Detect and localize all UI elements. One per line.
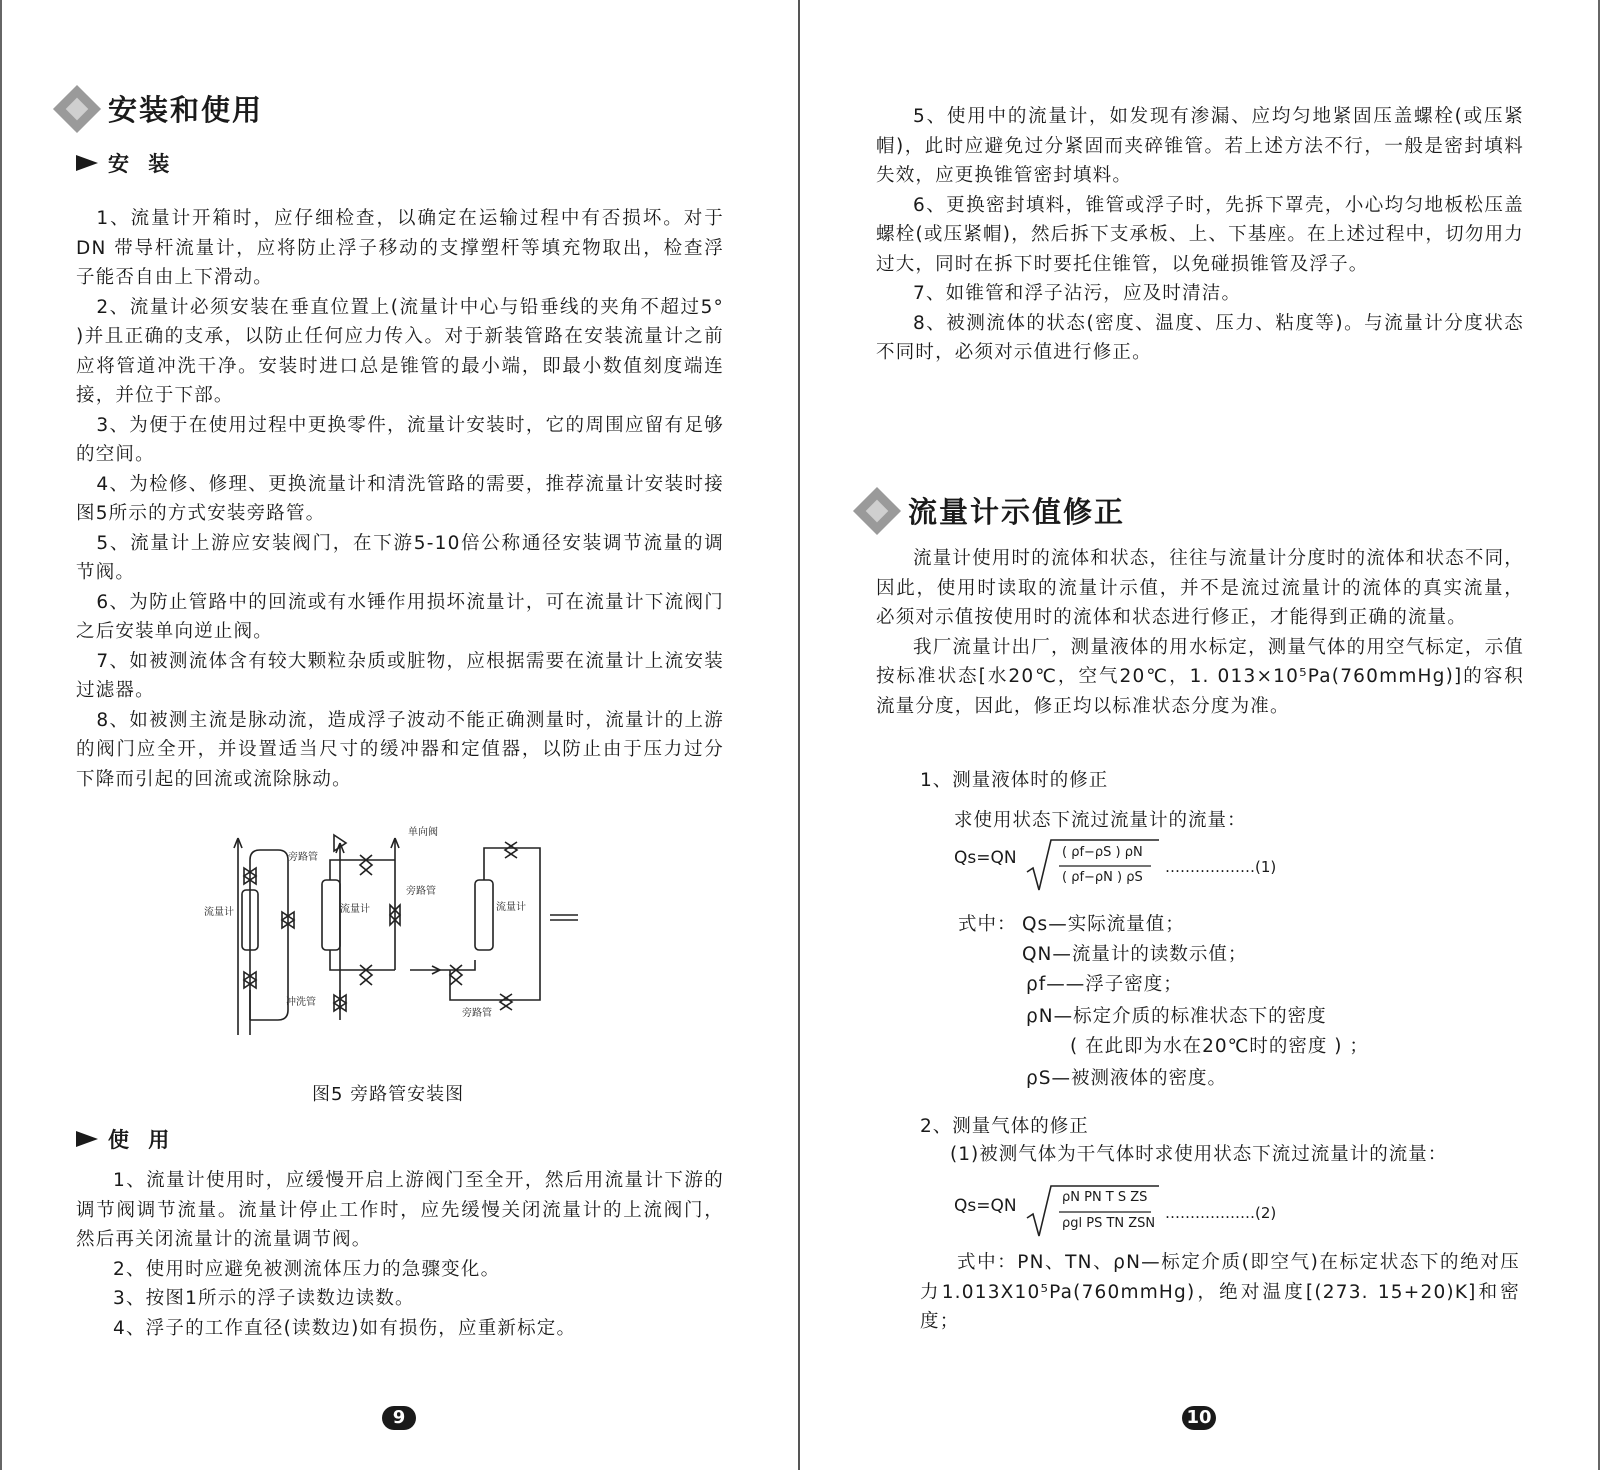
maintenance-paragraphs (876, 102, 1524, 368)
page-number-9: 9 (382, 1406, 416, 1430)
formula-2-number: ………………(2) (1165, 1204, 1277, 1222)
gas-note-text: 式中：PN、TN、ρN—标定介质(即空气)在标定状态下的绝对压力1.013X10⁵Pa(760mmHg)，绝对温度[(273. 15+20)K]和密度； (920, 1252, 1520, 1332)
install-para-5: 5、流量计上游应安装阀门，在下游5-10倍公称通径安装调节流量的调节阀。 (76, 532, 724, 583)
gas-heading: 2、测量气体的修正 (920, 1116, 1089, 1137)
figure-caption: 图5 旁路管安装图 (312, 1084, 465, 1105)
gas-note (920, 1248, 1520, 1337)
label-flowmeter-2: 流量计 (340, 904, 370, 915)
arrow-icon (76, 155, 98, 171)
section-title-correction (860, 490, 1125, 531)
flowmeter-tube-3 (475, 880, 493, 950)
maint-para-7: 7、如锥管和浮子沾污，应及时清洁。 (913, 283, 1242, 304)
def-qs: Qs—实际流量值； (1022, 914, 1185, 935)
use-paragraphs (76, 1166, 724, 1343)
def-rho-f: ρf——浮子密度； (1026, 974, 1183, 995)
arrow-icon (76, 1131, 98, 1147)
ltd-diamond-icon (53, 84, 101, 132)
formula-2-numerator: ρN PN T S ZS (1062, 1190, 1148, 1205)
formula-1-number: ………………(1) (1165, 858, 1277, 876)
formula-1-lhs: Qs=QN (954, 848, 1017, 868)
use-para-1: 1、流量计使用时，应缓慢开启上游阀门至全开，然后用流量计下游的调节阀调节流量。流量计停止工作时，应先缓慢关闭流量计的上流阀门，然后再关闭流量计的流量调节阀。 (76, 1170, 724, 1250)
page-10 (800, 0, 1600, 1470)
label-flush-pipe: 冲洗管 (286, 997, 316, 1008)
install-heading-text: 安 装 (108, 152, 176, 176)
use-heading (76, 1124, 175, 1154)
where-label: 式中： (958, 914, 1017, 935)
section-title-text: 流量计示值修正 (908, 495, 1126, 529)
label-check-valve: 单向阀 (408, 827, 438, 838)
use-heading-text: 使 用 (108, 1128, 176, 1152)
maint-para-6: 6、更换密封填料，锥管或浮子时，先拆下罩壳，小心均匀地板松压盖螺栓(或压紧帽)，然后拆下支承板、上、下基座。在上述过程中，切勿用力过大，同时在拆下时要托住锥管，以免碰损锥管及浮子。 (876, 194, 1524, 275)
install-para-8: 8、如被测主流是脉动流，造成浮子波动不能正确测量时，流量计的上游的阀门应全开，并设置适当尺寸的缓冲器和定值器，以防止由于压力过分下降而引起的回流或流除脉动。 (76, 709, 724, 790)
use-para-2: 2、使用时应避免被测流体压力的急骤变化。 (113, 1258, 501, 1280)
liquid-heading: 1、测量液体时的修正 (920, 770, 1109, 791)
intro-para-2: 我厂流量计出厂，测量液体的用水标定，测量气体的用空气标定，示值按标准状态[水20℃，空气20℃，1. 013×10⁵Pa(760mmHg)]的容积流量分度，因此，修正均以标准状态分度为准。 (876, 636, 1524, 717)
install-para-2: 2、流量计必须安装在垂直位置上(流量计中心与铅垂线的夹角不超过5° )并且正确的支承，以防止任何应力传入。对于新装管路在安装流量计之前应将管道冲洗干净。安装时进口总是锥管的最小端，即最小数值刻度端连接，并位于下部。 (76, 296, 724, 406)
install-heading (76, 148, 175, 178)
install-para-7: 7、如被测流体含有较大颗粒杂质或脏物，应根据需要在流量计上流安装过滤器。 (76, 650, 724, 701)
bypass-installation-diagram (200, 820, 600, 1050)
gas-lead: (1)被测气体为干气体时求使用状态下流过流量计的流量： (950, 1144, 1448, 1165)
ltd-diamond-icon (853, 486, 901, 534)
maint-para-8: 8、被测流体的状态(密度、温度、压力、粘度等)。与流量计分度状态不同时，必须对示值进行修正。 (876, 312, 1524, 363)
formula-2-lhs: Qs=QN (954, 1196, 1017, 1216)
install-para-4: 4、为检修、修理、更换流量计和清洗管路的需要，推荐流量计安装时接图5所示的方式安装旁路管。 (76, 473, 724, 524)
install-paragraphs (76, 204, 724, 794)
page-9 (0, 0, 798, 1470)
label-bypass-2: 旁路管 (406, 886, 436, 897)
def-rho-s: ρS—被测液体的密度。 (1026, 1068, 1227, 1089)
label-bypass-1: 旁路管 (288, 852, 318, 863)
formula-1-numerator: ( ρf−ρS ) ρN (1062, 845, 1143, 860)
section-title-install-use (60, 88, 263, 129)
use-para-4: 4、浮子的工作直径(读数边)如有损伤，应重新标定。 (113, 1317, 577, 1339)
correction-intro (876, 544, 1524, 721)
install-para-6: 6、为防止管路中的回流或有水锤作用损坏流量计，可在流量计下流阀门之后安装单向逆止阀。 (76, 591, 724, 642)
flowmeter-tube-2 (322, 880, 340, 950)
def-rho-n-note: ( 在此即为水在20℃时的密度 ) ； (1070, 1036, 1369, 1057)
formula-2-denominator: ρgl PS TN ZSN (1062, 1216, 1156, 1231)
def-rho-n: ρN—标定介质的标准状态下的密度 (1026, 1006, 1327, 1027)
formula-1-denominator: ( ρf−ρN ) ρS (1062, 870, 1143, 885)
maint-para-5: 5、使用中的流量计，如发现有渗漏、应均匀地紧固压盖螺栓(或压紧帽)，此时应避免过分紧固而夹碎锥管。若上述方法不行，一般是密封填料失效，应更换锥管密封填料。 (876, 106, 1524, 186)
liquid-lead: 求使用状态下流过流量计的流量： (954, 810, 1247, 831)
label-flowmeter-3: 流量计 (496, 902, 526, 913)
section-title-text: 安装和使用 (108, 93, 264, 127)
page-number-10: 10 (1182, 1406, 1216, 1430)
label-bypass-3: 旁路管 (462, 1008, 492, 1019)
install-para-1: 1、流量计开箱时，应仔细检查，以确定在运输过程中有否损坏。对于 DN 带导杆流量计，应将防止浮子移动的支撑塑杆等填充物取出，检查浮子能否自由上下滑动。 (76, 208, 724, 288)
use-para-3: 3、按图1所示的浮子读数边读数。 (113, 1288, 415, 1309)
label-flowmeter-1: 流量计 (204, 907, 234, 918)
def-qn: QN—流量计的读数示值； (1022, 944, 1248, 965)
intro-para-1: 流量计使用时的流体和状态，往往与流量计分度时的流体和状态不同，因此，使用时读取的流量计示值，并不是流过流量计的流体的真实流量，必须对示值按使用时的流体和状态进行修正，才能得到正确的流量。 (876, 548, 1524, 628)
install-para-3: 3、为便于在使用过程中更换零件，流量计安装时，它的周围应留有足够的空间。 (76, 414, 724, 465)
